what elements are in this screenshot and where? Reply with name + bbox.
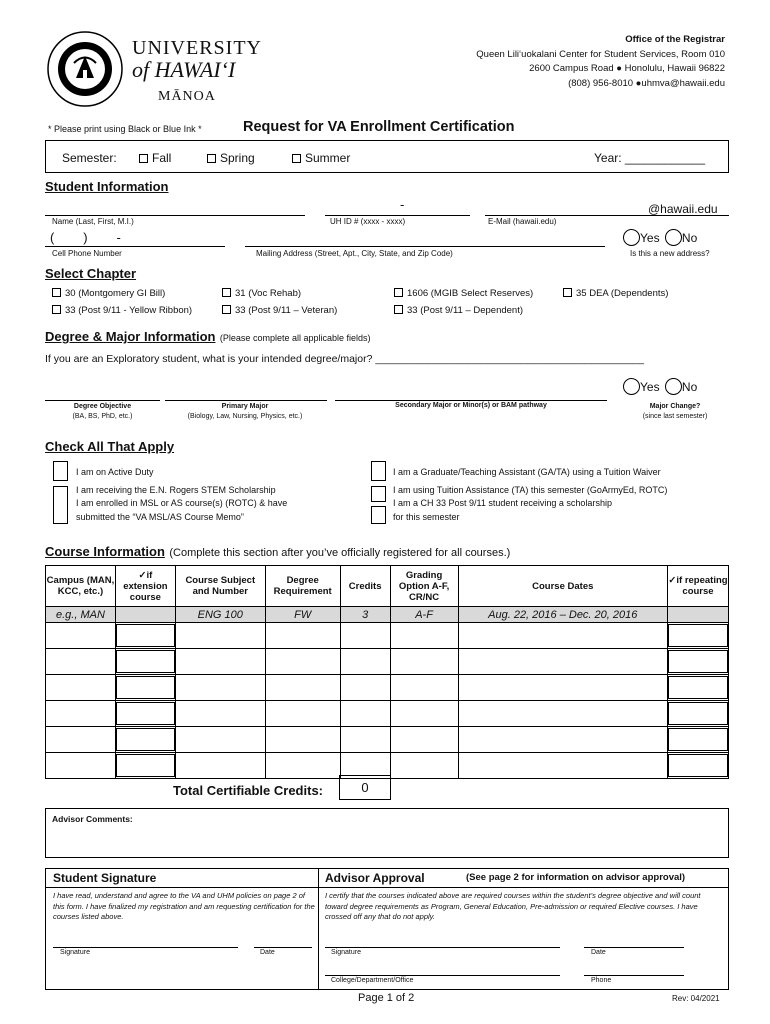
example-course: ENG 100 [175, 607, 265, 623]
page-title: Request for VA Enrollment Certification [243, 119, 515, 135]
major-change-no-label: No [681, 380, 698, 394]
uhid-label: UH ID # (xxxx - xxxx) [330, 217, 406, 226]
table-row [46, 675, 729, 701]
chapter-30-checkbox[interactable] [52, 288, 61, 297]
advisor-date-label: Date [591, 949, 606, 956]
requirement-cell[interactable] [265, 701, 340, 727]
course-table-header [46, 566, 729, 607]
extension-checkbox[interactable] [116, 676, 175, 699]
registrar-address [476, 33, 725, 91]
dates-cell[interactable] [458, 753, 668, 779]
repeating-checkbox[interactable] [668, 676, 728, 699]
example-requirement: FW [265, 607, 340, 623]
print-note: * Please print using Black or Blue Ink * [48, 124, 202, 134]
phone-line-advisor[interactable] [584, 975, 684, 976]
dates-cell[interactable] [458, 701, 668, 727]
chapter-33-dependent-label: 33 (Post 9/11 – Dependent) [407, 305, 524, 316]
address-line3: (808) 956-8010 ●uhmva@hawaii.edu [568, 77, 725, 89]
total-credits-value[interactable]: 0 [339, 775, 391, 800]
credits-cell[interactable] [340, 675, 390, 701]
chapter-33-dependent[interactable] [394, 305, 523, 316]
extension-cell[interactable] [115, 623, 175, 649]
extension-cell[interactable] [115, 675, 175, 701]
example-dates: Aug. 22, 2016 – Dec. 20, 2016 [458, 607, 668, 623]
tuition-assistance-label: I am using Tuition Assistance (TA) this semester (GoArmyEd, ROTC) [393, 484, 668, 495]
fall-checkbox[interactable] [139, 154, 148, 163]
new-address-no-radio[interactable] [665, 229, 682, 246]
new-address-radios [623, 229, 697, 246]
ch33-scholarship-checkbox[interactable] [371, 506, 386, 524]
check-all-heading: Check All That Apply [45, 439, 175, 454]
campus-cell[interactable] [46, 727, 116, 753]
chapter-33-yellow-ribbon-checkbox[interactable] [52, 305, 61, 314]
rotc-label-2: submitted the “VA MSL/AS Course Memo” [76, 511, 244, 522]
address-line1: Queen Lili‘uokalani Center for Student Services, Room 010 [476, 48, 725, 60]
advisor-approval-box [319, 868, 729, 990]
dates-cell[interactable] [458, 649, 668, 675]
semester-summer-option[interactable] [292, 151, 350, 165]
grading-cell[interactable] [390, 649, 458, 675]
advisor-approval-note: (See page 2 for information on advisor approval) [466, 872, 686, 883]
major-change-label [620, 402, 730, 422]
col-grading-option: Grading Option A-F, CR/NC [390, 566, 458, 607]
example-grading: A-F [390, 607, 458, 623]
chapter-heading: Select Chapter [45, 266, 137, 281]
advisor-comments-label: Advisor Comments: [52, 814, 133, 824]
campus-cell[interactable] [46, 623, 116, 649]
phone-label: Cell Phone Number [52, 249, 122, 258]
degree-heading-row [45, 328, 371, 346]
repeating-cell[interactable] [668, 675, 729, 701]
table-row [46, 727, 729, 753]
credits-cell[interactable] [340, 649, 390, 675]
col-course-dates: Course Dates [458, 566, 668, 607]
email-label: E-Mail (hawaii.edu) [488, 217, 557, 226]
objective-line[interactable] [45, 400, 160, 401]
requirement-cell[interactable] [265, 753, 340, 779]
active-duty-checkbox[interactable] [53, 461, 68, 481]
advisor-title-rule [319, 887, 728, 888]
summer-checkbox[interactable] [292, 154, 301, 163]
student-date-line[interactable] [254, 947, 312, 948]
college-line[interactable] [325, 975, 560, 976]
course-cell[interactable] [175, 727, 265, 753]
extension-checkbox[interactable] [116, 754, 175, 777]
extension-checkbox[interactable] [116, 650, 175, 673]
example-credits: 3 [340, 607, 390, 623]
course-cell[interactable] [175, 753, 265, 779]
exploratory-question[interactable]: If you are an Exploratory student, what is your intended degree/major? ______________________________________________ [45, 353, 644, 365]
credits-cell[interactable] [340, 727, 390, 753]
chapter-31[interactable] [222, 288, 301, 299]
spring-label: Spring [220, 151, 255, 165]
example-extension [115, 607, 175, 623]
semester-fall-option[interactable] [139, 151, 171, 165]
table-row [46, 701, 729, 727]
credits-cell[interactable] [340, 701, 390, 727]
advisor-signature-label: Signature [331, 949, 361, 956]
chapter-1606[interactable] [394, 288, 533, 299]
address-label: Mailing Address (Street, Apt., City, State, and Zip Code) [256, 249, 453, 258]
grading-cell[interactable] [390, 675, 458, 701]
student-signature-text: I have read, understand and agree to the VA and UHM policies on page 2 of this form. I have finalized my registration and am requesting certification for the courses listed above. [53, 891, 315, 921]
requirement-cell[interactable] [265, 675, 340, 701]
name-label: Name (Last, First, M.I.) [52, 217, 134, 226]
chapter-1606-checkbox[interactable] [394, 288, 403, 297]
chapter-33-veteran-checkbox[interactable] [222, 305, 231, 314]
col-credits: Credits [340, 566, 390, 607]
ga-ta-checkbox[interactable] [371, 461, 386, 481]
major-change-label-text: Major Change? [649, 403, 701, 410]
name-line[interactable] [45, 215, 305, 216]
requirement-cell[interactable] [265, 649, 340, 675]
objective-sub-text: (BA, BS, PhD, etc.) [72, 413, 133, 420]
student-signature-box [45, 868, 319, 990]
email-domain: @hawaii.edu [648, 202, 718, 216]
stem-rotc-checkbox[interactable] [53, 486, 68, 524]
campus-cell[interactable] [46, 753, 116, 779]
student-date-label: Date [260, 949, 275, 956]
uhid-line[interactable] [325, 215, 470, 216]
repeating-checkbox[interactable] [668, 702, 728, 725]
table-row [46, 623, 729, 649]
chapter-33-dependent-checkbox[interactable] [394, 305, 403, 314]
rotc-label-1: I am enrolled in MSL or AS course(s) (ROTC) & have [76, 498, 288, 508]
primary-major-line[interactable] [165, 400, 327, 401]
advisor-date-line[interactable] [584, 947, 684, 948]
col-course-subject: Course Subject and Number [175, 566, 265, 607]
chapter-33-yellow-ribbon-label: 33 (Post 9/11 - Yellow Ribbon) [65, 305, 193, 316]
chapter-31-label: 31 (Voc Rehab) [235, 288, 302, 299]
example-repeating [668, 607, 729, 623]
repeating-cell[interactable] [668, 753, 729, 779]
table-row [46, 649, 729, 675]
course-cell[interactable] [175, 701, 265, 727]
col-repeating: ✓if repeating course [668, 566, 729, 607]
dates-cell[interactable] [458, 675, 668, 701]
campus-cell[interactable] [46, 675, 116, 701]
course-cell[interactable] [175, 649, 265, 675]
objective-label [45, 402, 160, 422]
advisor-phone-label: Phone [591, 977, 612, 984]
check-right-text [393, 466, 667, 524]
course-note: (Complete this section after you’ve officially registered for all courses.) [169, 547, 511, 559]
requirement-cell[interactable] [265, 623, 340, 649]
campus-cell[interactable] [46, 649, 116, 675]
active-duty-label: I am on Active Duty [76, 467, 154, 477]
extension-cell[interactable] [115, 753, 175, 779]
wordmark-line1: UNIVERSITY [132, 37, 262, 59]
major-change-no-radio[interactable] [665, 378, 682, 395]
repeating-cell[interactable] [668, 623, 729, 649]
primary-major-label-text: Primary Major [221, 403, 269, 410]
email-line[interactable] [485, 215, 729, 216]
wordmark-line2: of HAWAI‘I [132, 57, 236, 82]
new-address-no-label: No [681, 231, 698, 245]
revision-date: Rev: 04/2021 [672, 994, 720, 1003]
university-wordmark [132, 38, 262, 104]
repeating-checkbox[interactable] [668, 728, 728, 751]
degree-heading: Degree & Major Information [45, 329, 216, 344]
chapter-1606-label: 1606 (MGIB Select Reserves) [407, 288, 534, 299]
year-field[interactable]: Year: ____________ [594, 151, 705, 165]
col-extension: ✓if extension course [115, 566, 175, 607]
primary-major-label [160, 402, 330, 422]
secondary-major-label: Secondary Major or Minor(s) or BAM pathway [395, 402, 547, 409]
course-cell[interactable] [175, 675, 265, 701]
ch33-scholarship-label-2: for this semester [393, 511, 460, 522]
student-signature-title-rule [46, 887, 318, 888]
semester-label: Semester: [62, 151, 117, 165]
advisor-signature-line[interactable] [325, 947, 560, 948]
advisor-approval-title: Advisor Approval [325, 871, 425, 885]
advisor-comments-box[interactable] [45, 808, 729, 858]
repeating-checkbox[interactable] [668, 754, 728, 777]
chapter-33-veteran[interactable] [222, 305, 337, 316]
student-signature-line[interactable] [53, 947, 238, 948]
grading-cell[interactable] [390, 623, 458, 649]
wordmark-line3: MĀNOA [158, 89, 216, 104]
extension-checkbox[interactable] [116, 702, 175, 725]
col-degree-requirement: Degree Requirement [265, 566, 340, 607]
university-seal [46, 30, 124, 108]
chapter-30[interactable] [52, 288, 165, 299]
new-address-yes-label: Yes [640, 231, 660, 245]
extension-checkbox[interactable] [116, 728, 175, 751]
major-change-yes-label: Yes [640, 380, 660, 394]
col-campus: Campus (MAN, KCC, etc.) [46, 566, 116, 607]
new-address-label: Is this a new address? [630, 249, 710, 258]
student-signature-label: Signature [60, 949, 90, 956]
example-row [46, 607, 729, 623]
chapter-30-label: 30 (Montgomery GI Bill) [65, 288, 166, 299]
repeating-checkbox[interactable] [668, 650, 728, 673]
major-change-yes-radio[interactable] [623, 378, 640, 395]
spring-checkbox[interactable] [207, 154, 216, 163]
course-cell[interactable] [175, 623, 265, 649]
example-campus: e.g., MAN [46, 607, 116, 623]
college-label: College/Department/Office [331, 977, 414, 984]
stem-scholarship-label: I am receiving the E.N. Rogers STEM Scholarship [76, 484, 276, 495]
ch33-scholarship-label-1: I am a CH 33 Post 9/11 student receiving a scholarship [393, 498, 612, 508]
semester-box [45, 140, 729, 173]
grading-cell[interactable] [390, 753, 458, 779]
chapter-35-label: 35 DEA (Dependents) [576, 288, 669, 299]
uhid-dash: - [400, 197, 405, 212]
repeating-cell[interactable] [668, 701, 729, 727]
credits-cell[interactable] [340, 623, 390, 649]
course-table [45, 565, 729, 779]
repeating-cell[interactable] [668, 649, 729, 675]
address-line[interactable] [245, 246, 605, 247]
dates-cell[interactable] [458, 623, 668, 649]
chapter-31-checkbox[interactable] [222, 288, 231, 297]
requirement-cell[interactable] [265, 727, 340, 753]
fall-label: Fall [152, 151, 172, 165]
grading-cell[interactable] [390, 727, 458, 753]
address-line2: 2600 Campus Road ● Honolulu, Hawaii 96822 [529, 63, 725, 74]
chapter-35-checkbox[interactable] [563, 288, 572, 297]
chapter-35[interactable] [563, 288, 668, 299]
major-change-sub-text: (since last semester) [642, 413, 708, 420]
summer-label: Summer [305, 151, 351, 165]
extension-cell[interactable] [115, 727, 175, 753]
campus-cell[interactable] [46, 701, 116, 727]
course-heading-row [45, 543, 510, 561]
secondary-major-line[interactable] [335, 400, 607, 401]
student-signature-title: Student Signature [53, 871, 157, 885]
extension-cell[interactable] [115, 649, 175, 675]
office-name: Office of the Registrar [625, 34, 725, 45]
check-left-text [76, 466, 287, 524]
student-info-heading: Student Information [45, 179, 169, 194]
repeating-cell[interactable] [668, 727, 729, 753]
phone-field[interactable]: ( ) - [50, 230, 121, 245]
extension-cell[interactable] [115, 701, 175, 727]
major-change-radios [623, 378, 697, 395]
chapter-33-veteran-label: 33 (Post 9/11 – Veteran) [235, 305, 338, 316]
semester-spring-option[interactable] [207, 151, 255, 165]
primary-major-sub-text: (Biology, Law, Nursing, Physics, etc.) [187, 413, 303, 420]
grading-cell[interactable] [390, 701, 458, 727]
page-number: Page 1 of 2 [358, 992, 415, 1004]
degree-note: (Please complete all applicable fields) [219, 333, 371, 343]
tuition-assistance-checkbox[interactable] [371, 486, 386, 502]
objective-label-text: Degree Objective [73, 403, 132, 410]
new-address-yes-radio[interactable] [623, 229, 640, 246]
chapter-33-yellow-ribbon[interactable] [52, 305, 192, 316]
course-heading: Course Information [45, 544, 165, 559]
extension-checkbox[interactable] [116, 624, 175, 647]
total-credits-label: Total Certifiable Credits: [173, 783, 324, 798]
advisor-approval-text: I certify that the courses indicated above are required courses within the student’s degree objective and will count toward degree requirements as Program, General Education, Pre-admission or required Elective courses. I have crossed off any that do not apply. [325, 891, 701, 921]
phone-line[interactable] [45, 246, 225, 247]
repeating-checkbox[interactable] [668, 624, 728, 647]
ga-ta-label: I am a Graduate/Teaching Assistant (GA/TA) using a Tuition Waiver [393, 467, 661, 477]
dates-cell[interactable] [458, 727, 668, 753]
